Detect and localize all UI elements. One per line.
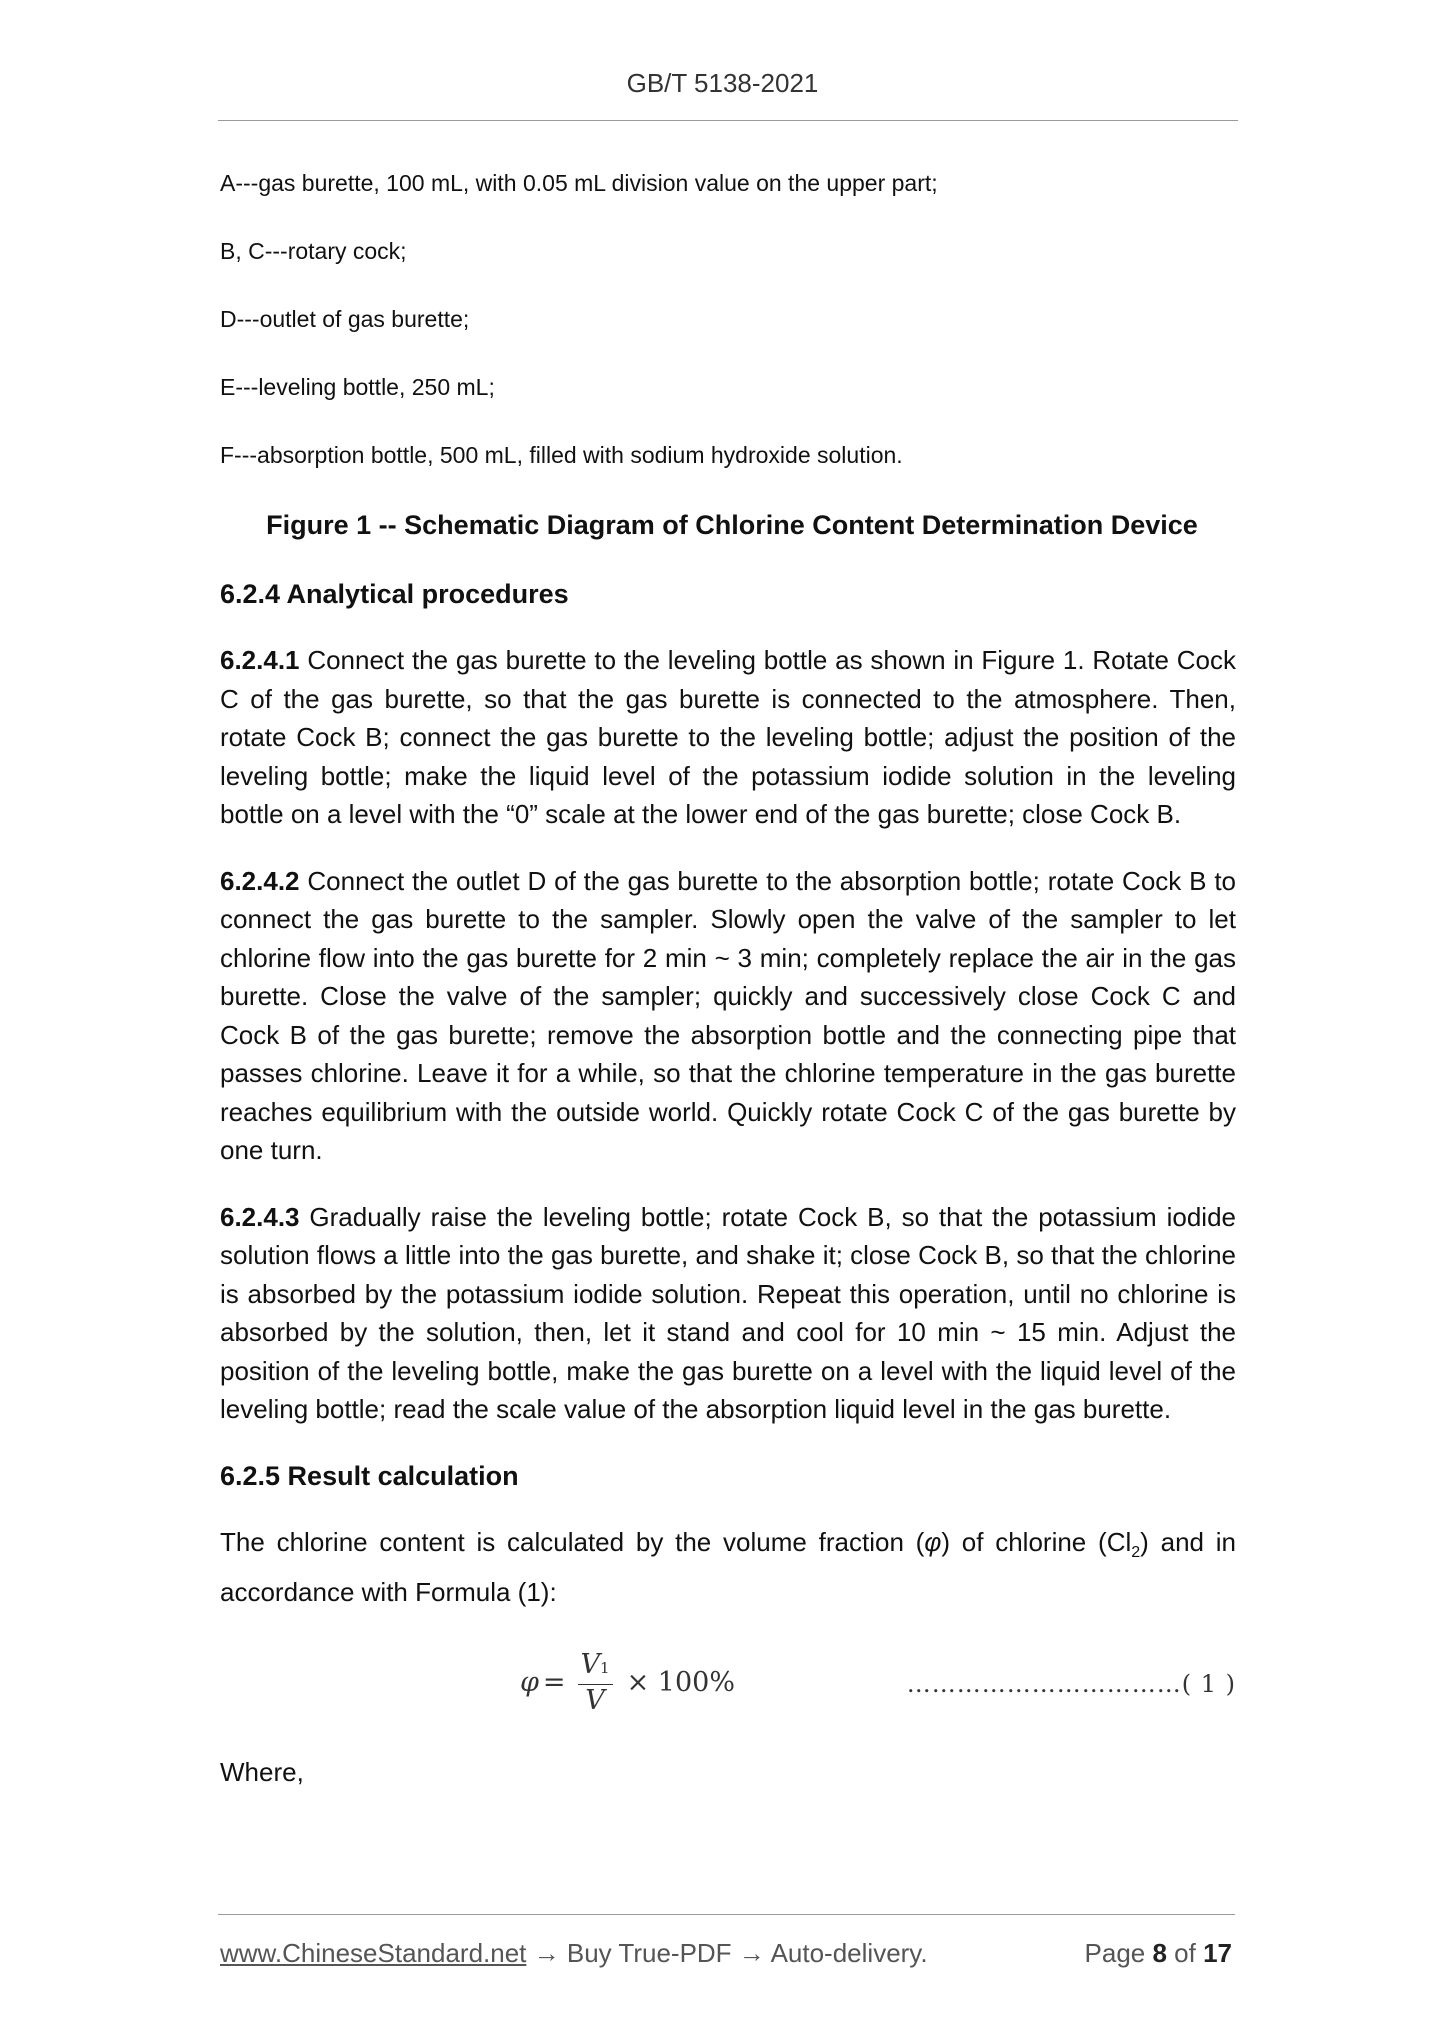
intro-text-c: ) and in accordance with Formula (1):	[220, 1527, 1237, 1607]
figure-legend-item-bc: B, C---rotary cock;	[220, 238, 407, 264]
paragraph-text: Connect the outlet D of the gas burette to the absorption bottle; rotate Cock B to connect the gas burette to the sampler. Slowly open the valve of the sampler to let chlorine flow into the gas burette for 2 min ~ 3 min; completely replace the air in the gas burette. Close the valve of the sampler; quickly and successively close Cock C and Cock B of the gas burette; remove the absorption bottle and the connecting pipe that passes chlorine. Leave it for a while, so that the chlorine temperature in the gas burette reaches equilibrium with the outside world. Quickly rotate Cock C of the gas burette by one turn.	[220, 865, 1236, 1165]
formula-equals: =	[542, 1666, 566, 1698]
formula-lhs: φ	[520, 1666, 539, 1698]
clause-number: 6.2.4.2	[220, 865, 300, 896]
figure-caption: Figure 1 -- Schematic Diagram of Chlorine Content Determination Device	[266, 510, 1198, 540]
paragraph-6-2-4-2	[220, 862, 1236, 1170]
figure-legend-item-f: F---absorption bottle, 500 mL, filled with sodium hydroxide solution.	[220, 442, 903, 468]
formula-fraction	[578, 1649, 613, 1717]
numerator-subscript: 1	[600, 1659, 610, 1678]
where-label: Where,	[220, 1757, 304, 1788]
figure-legend-item-e: E---leveling bottle, 250 mL;	[220, 374, 495, 400]
page-content	[220, 166, 1236, 1792]
footer-promo-text: → Buy True-PDF → Auto-delivery.	[526, 1938, 928, 1968]
clause-number: 6.2.4.3	[220, 1201, 300, 1232]
formula-denominator: V	[585, 1685, 605, 1717]
phi-symbol: φ	[924, 1527, 942, 1557]
formula-1	[220, 1639, 1236, 1739]
page-total: 17	[1203, 1938, 1232, 1968]
subscript-2: 2	[1131, 1544, 1141, 1562]
clause-number: 6.2.4.1	[220, 645, 300, 675]
footer-divider	[218, 1914, 1235, 1915]
formula-multiplier: × 100%	[626, 1666, 735, 1698]
figure-legend-item-d: D---outlet of gas burette;	[220, 306, 470, 332]
paragraph-text: Gradually raise the leveling bottle; rotate Cock B, so that the potassium iodide solution flows a little into the gas burette, and shake it; close Cock B, so that the chlorine is absorbed by the potassium iodide solution. Repeat this operation, until no chlorine is absorbed by the solution, then, let it stand and cool for 10 min ~ 15 min. Adjust the position of the leveling bottle, make the gas burette on a level with the liquid level of the leveling bottle; read the scale value of the absorption liquid level in the gas burette.	[220, 1201, 1237, 1424]
page-current: 8	[1152, 1938, 1167, 1968]
page-header-title: GB/T 5138-2021	[626, 68, 819, 98]
page-footer	[220, 1938, 1232, 1969]
page-of: of	[1166, 1938, 1204, 1968]
intro-text-b: ) of chlorine (Cl	[941, 1527, 1132, 1557]
numerator-symbol: V	[580, 1649, 601, 1681]
paragraph-text: Connect the gas burette to the leveling bottle as shown in Figure 1. Rotate Cock C of the gas burette, so that the gas burette is connected to the atmosphere. Then, rotate Cock B; connect the gas burette to the leveling bottle; adjust the position of the leveling bottle; make the liquid level of the potassium iodide solution in the leveling bottle on a level with the “0” scale at the lower end of the gas burette; close Cock B.	[220, 645, 1236, 829]
formula-intro-paragraph	[220, 1523, 1236, 1611]
formula-number: ……………………………( 1 )	[906, 1670, 1236, 1699]
figure-legend-item-a: A---gas burette, 100 mL, with 0.05 mL division value on the upper part;	[220, 170, 938, 196]
header-divider	[218, 120, 1238, 121]
footer-website-link[interactable]: www.ChineseStandard.net	[220, 1938, 527, 1968]
section-heading-6-2-5: 6.2.5 Result calculation	[220, 1460, 519, 1491]
section-heading-6-2-4: 6.2.4 Analytical procedures	[220, 578, 569, 609]
page-indicator	[1085, 1938, 1232, 1969]
formula-numerator	[578, 1649, 613, 1685]
intro-text-a: The chlorine content is calculated by the volume fraction (	[220, 1527, 925, 1557]
page-label: Page	[1084, 1938, 1153, 1968]
paragraph-6-2-4-3	[220, 1198, 1236, 1429]
formula-expression	[520, 1649, 735, 1717]
paragraph-6-2-4-1	[220, 641, 1236, 834]
